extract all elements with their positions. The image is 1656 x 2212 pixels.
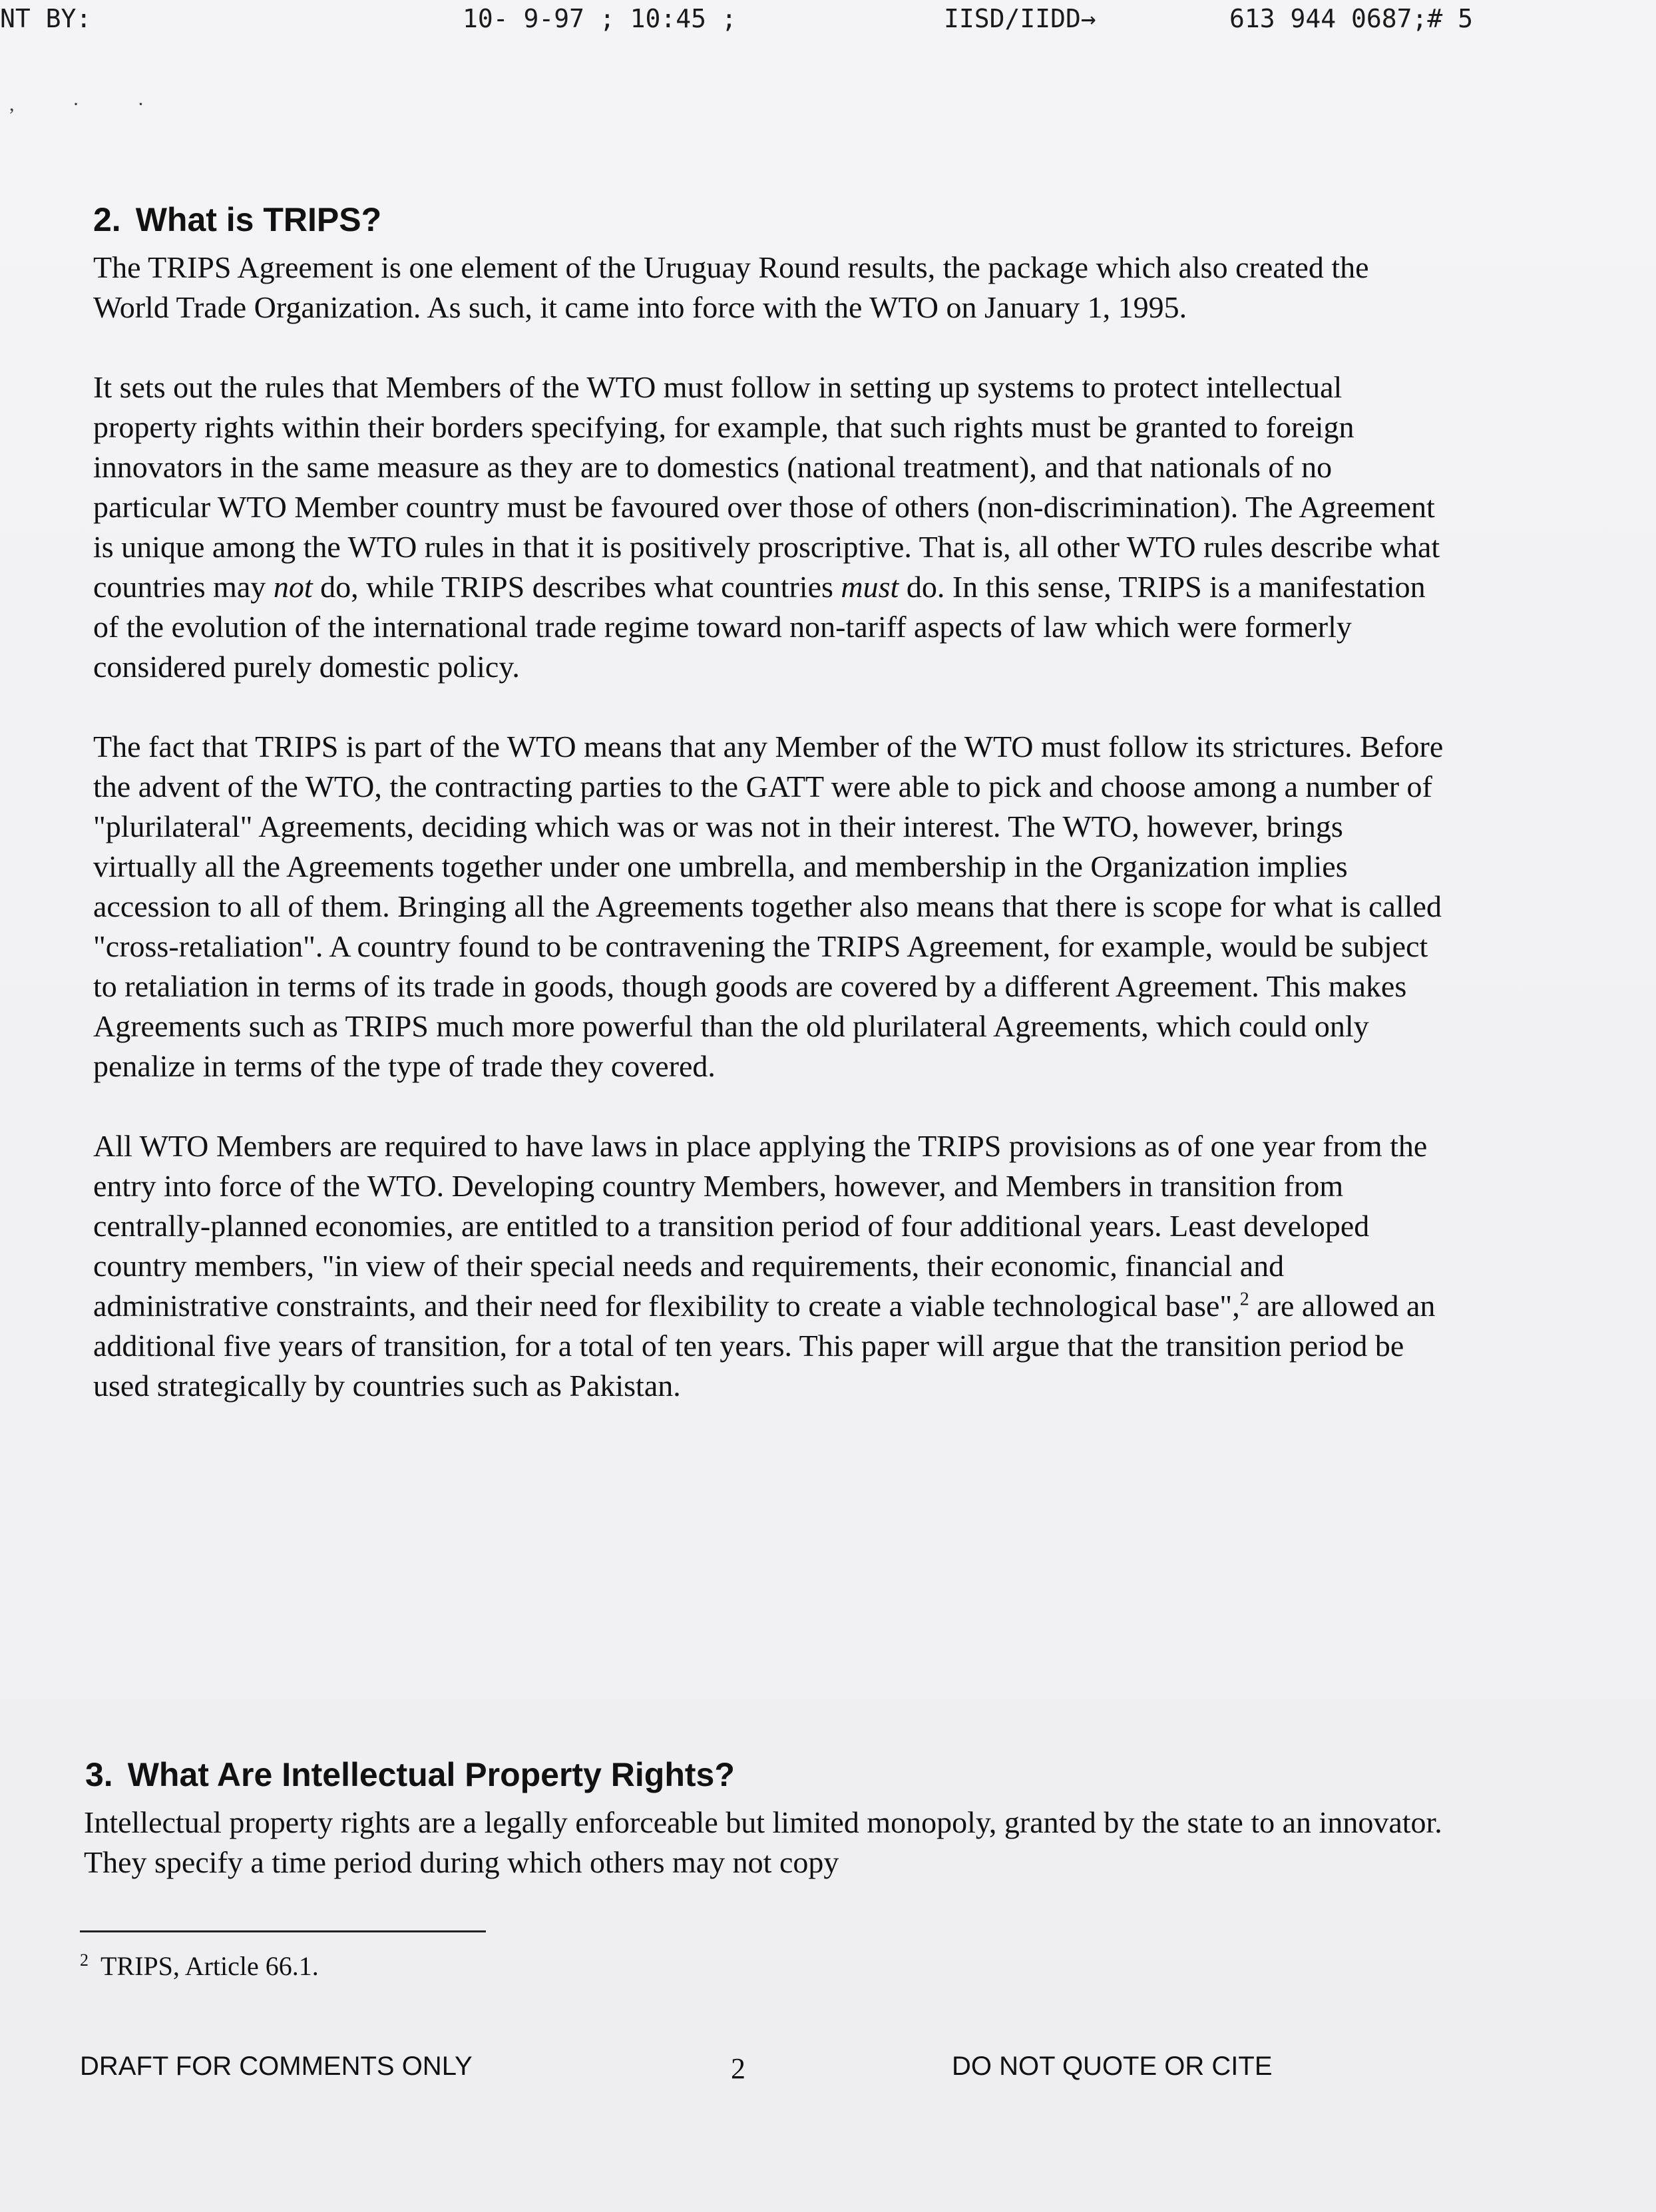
emphasis-not: not [273,570,313,604]
scan-specks: , · · [9,93,171,115]
footnote-reference: 2 [1239,1289,1249,1310]
fax-date-time: 10- 9-97 ; 10:45 ; [463,4,737,33]
section-2-title: What is TRIPS? [135,201,382,238]
fax-sender: NT BY: [0,4,92,33]
footnote [80,1950,319,1982]
emphasis-must: must [841,570,899,604]
footnote-marker: 2 [80,1950,89,1970]
section-3-heading [85,1755,1451,1795]
section-3-title: What Are Intellectual Property Rights? [127,1756,735,1793]
section-3 [80,1755,1451,1882]
footnote-text: TRIPS, Article 66.1. [101,1951,319,1981]
section-3-number: 3. [85,1756,113,1793]
fax-header [0,4,1656,44]
paragraph-4: All WTO Members are required to have laws in place applying the TRIPS provisions as of one year from the entry into force of the WTO. Developing country Members, however, and Members in transition from centrally-planned economies, are entitled to a transition period of four additional years. Least developed country members, "in view of their special needs and requirements, their economic, financial and administrative constraints, and their need for flexibility to create a viable technological base",$^2$ are allowed an additional five years of transition, for a total of ten years. This paper will argue that the transition period be used strategically by countries such as Pakistan. [93,1129,1436,1403]
paragraph-2: It sets out the rules that Members of the WTO must follow in setting up systems to protect intellectual property rights within their borders specifying, for example, that such rights must be granted to foreign innovators in the same measure as they are to domestics (national treatment), and that nationals of no particular WTO Member country must be favoured over those of others (non-discrimination). The Agreement is unique among the WTO rules in that it is positively proscriptive. That is, all other WTO rules describe what countries may not do, while TRIPS describes what countries must do. In this sense, TRIPS is a manifestation of the evolution of the international trade regime toward non-tariff aspects of law which were formerly considered purely domestic policy. [93,370,1440,684]
footer-quote-notice: DO NOT QUOTE OR CITE [952,2052,1273,2081]
page-number: 2 [731,2052,745,2085]
footnote-divider [80,1930,486,1932]
section-3-paragraph: Intellectual property rights are a legally enforceable but limited monopoly, granted by the state to an innovator. They specify a time period during which others may not copy [84,1805,1442,1879]
section-2-heading [93,200,1451,240]
paragraph-1: The TRIPS Agreement is one element of the Uruguay Round results, the package which also created the World Trade Organization. As such, it came into force with the WTO on January 1, 1995. [93,250,1369,324]
section-2 [80,200,1451,1446]
fax-org-id: IISD/IIDD→ [944,4,1096,33]
fax-phone-page: 613 944 0687;# 5 [1229,4,1474,33]
section-2-number: 2. [93,201,121,238]
footer-draft-notice: DRAFT FOR COMMENTS ONLY [80,2052,473,2081]
paragraph-3: The fact that TRIPS is part of the WTO means that any Member of the WTO must follow its strictures. Before the advent of the WTO, the contracting parties to the GATT were able to pick and choose among a number of "plurilateral" Agreements, deciding which was or was not in their interest. The WTO, however, brings virtually all the Agreements together under one umbrella, and membership in the Organization implies accession to all of them. Bringing all the Agreements together also means that there is scope for what is called "cross-retaliation". A country found to be contravening the TRIPS Agreement, for example, would be subject to retaliation in terms of its trade in goods, though goods are covered by a different Agreement. This makes Agreements such as TRIPS much more powerful than the old plurilateral Agreements, which could only penalize in terms of the type of trade they covered. [93,730,1444,1083]
